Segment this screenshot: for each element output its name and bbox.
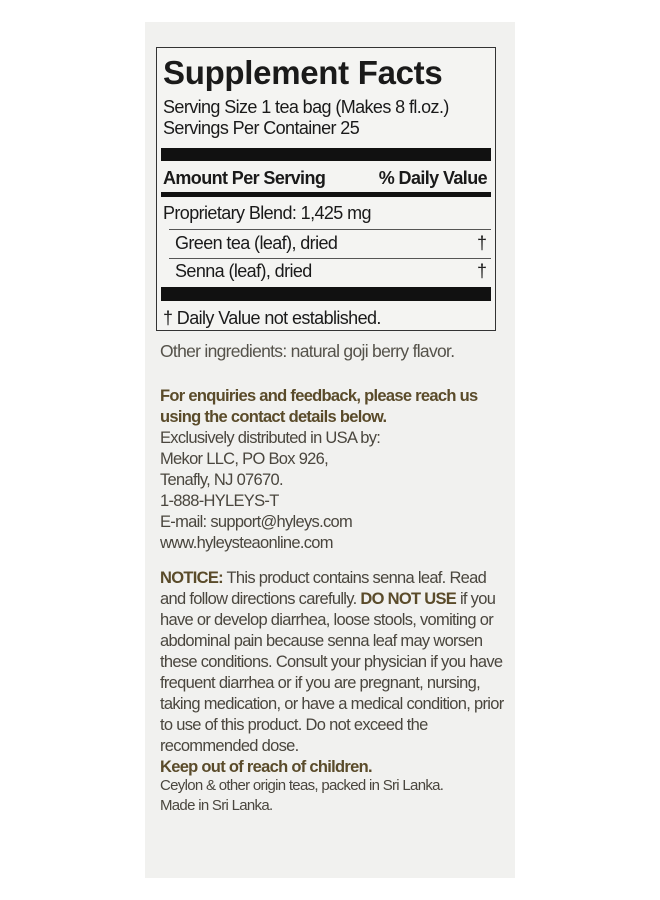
serving-size: Serving Size 1 tea bag (Makes 8 fl.oz.)	[163, 97, 449, 117]
facts-title: Supplement Facts	[163, 54, 443, 91]
ingredient-name: Green tea (leaf), dried	[175, 233, 338, 253]
contact-phone: 1-888-HYLEYS-T	[160, 492, 279, 510]
servings-per-container: Servings Per Container 25	[163, 118, 360, 138]
ingredient-dv: †	[476, 261, 487, 281]
supplement-facts-box	[156, 47, 496, 331]
origin-section	[160, 776, 500, 816]
notice-line: taking medication, or have a medical condition, prior	[160, 695, 504, 713]
notice-line: have or develop diarrhea, loose stools, vomiting or	[160, 611, 494, 629]
contact-line: Tenafly, NJ 07670.	[160, 471, 283, 489]
blend-row: Proprietary Blend: 1,425 mg	[163, 203, 371, 223]
contact-line: Mekor LLC, PO Box 926,	[160, 450, 329, 468]
contact-website: www.hyleysteaonline.com	[160, 534, 333, 552]
other-ingredients: Other ingredients: natural goji berry flavor.	[160, 341, 455, 361]
contact-section	[160, 386, 500, 554]
thick-divider	[161, 287, 491, 301]
contact-line: Exclusively distributed in USA by:	[160, 429, 381, 447]
notice-text: This product contains senna leaf. Read	[222, 569, 487, 587]
ingredient-name: Senna (leaf), dried	[175, 261, 312, 281]
contact-email: E-mail: support@hyleys.com	[160, 513, 353, 531]
contact-heading: using the contact details below.	[160, 408, 387, 426]
thick-divider	[161, 148, 491, 161]
notice-line: frequent diarrhea or if you are pregnant, nursing,	[160, 674, 480, 692]
notice-text: and follow directions carefully.	[160, 590, 361, 608]
contact-heading: For enquiries and feedback, please reach us	[160, 387, 478, 405]
notice-line: these conditions. Consult your physician if you have	[160, 653, 503, 671]
do-not-use: DO NOT USE	[360, 590, 457, 608]
ingredient-dv: †	[476, 233, 487, 253]
notice-label: NOTICE:	[160, 569, 223, 587]
amount-header: Amount Per Serving	[163, 168, 326, 188]
row-rule	[169, 229, 491, 230]
origin-line: Made in Sri Lanka.	[160, 797, 273, 814]
origin-line: Ceylon & other origin teas, packed in Sri Lanka.	[160, 777, 444, 794]
notice-line: recommended dose.	[160, 737, 299, 755]
keep-out-warning: Keep out of reach of children.	[160, 758, 372, 776]
notice-text: if you	[456, 590, 496, 608]
notice-line: abdominal pain because senna leaf may worsen	[160, 632, 483, 650]
dv-header: % Daily Value	[378, 168, 487, 188]
notice-line: to use of this product. Do not exceed the	[160, 716, 428, 734]
medium-divider	[161, 192, 491, 197]
dv-footnote: † Daily Value not established.	[163, 308, 381, 328]
row-rule	[169, 258, 491, 259]
notice-section	[160, 568, 504, 778]
